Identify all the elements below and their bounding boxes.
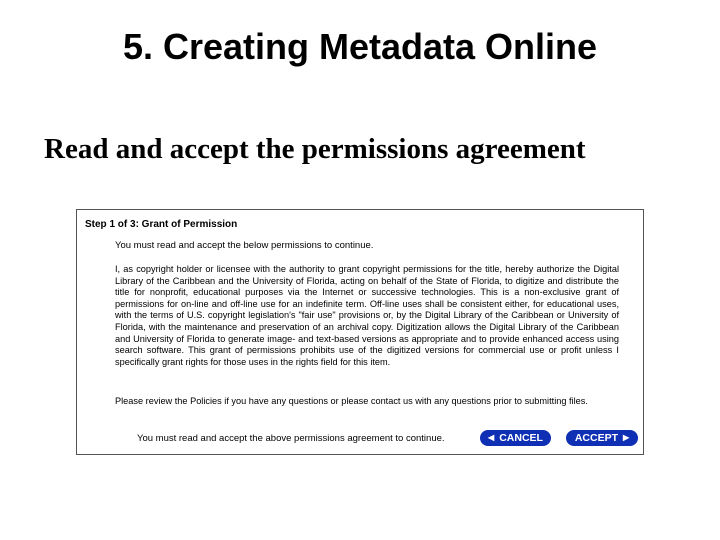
accept-label: ACCEPT	[574, 432, 618, 444]
accept-button[interactable]	[566, 430, 638, 446]
accept-instruction: You must read and accept the above permissions agreement to continue.	[137, 433, 445, 444]
arrow-right-icon: ▶	[623, 433, 630, 442]
cancel-button[interactable]	[480, 430, 551, 446]
agreement-text: I, as copyright holder or licensee with the authority to grant copyright permissions for the title, hereby authorize the Digital Library of the Caribbean and the University of Florida, acting on behalf of the State of Florida, to digitize and distribute the title for nonprofit, educational purposes via the Internet or successive technologies. This is a non-exclusive grant of permissions for on-line and off-line use for an indefinite term. Off-line uses shall be consistent either, for educational uses, with the terms of U.S. copyright legislation's "fair use" provisions or, by the Digital Library of the Caribbean or University of Florida, with the maintenance and preservation of an archival copy. Digitization allows the Digital Library of the Caribbean and University of Florida to generate image- and text-based versions as appropriate and to provide enhanced access using search software. This grant of permissions prohibits use of the digitized versions for commercial use or profit unless I specifically grant rights for those uses in the rights field for this item.	[115, 264, 619, 367]
step-title: Step 1 of 3: Grant of Permission	[85, 219, 238, 230]
permissions-panel	[76, 209, 644, 455]
arrow-left-icon: ◀	[488, 433, 495, 442]
slide-subtitle: Read and accept the permissions agreement	[44, 133, 586, 165]
review-policies-text: Please review the Policies if you have any questions or please contact us with any questions prior to submitting files.	[115, 396, 588, 406]
slide-title: 5. Creating Metadata Online	[122, 26, 598, 67]
cancel-label: CANCEL	[499, 432, 543, 444]
intro-text: You must read and accept the below permissions to continue.	[115, 240, 374, 251]
